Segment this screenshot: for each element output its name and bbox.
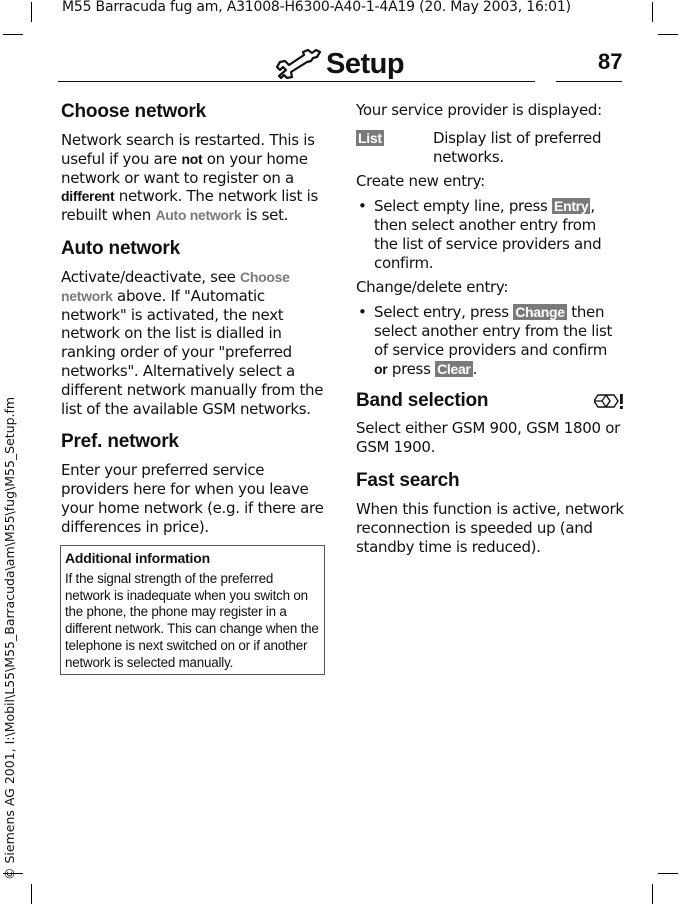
info-box-body: If the signal strength of the preferred network is inadequate when you switch on the phone, the phone may register in a different network. This can change when the telephone is next switched on or if another network is selected manually. xyxy=(65,570,319,670)
page-header xyxy=(276,44,404,84)
menu-ref-auto-network: Auto network xyxy=(155,207,242,224)
wrench-icon xyxy=(276,49,322,79)
document-meta-line: M55 Barracuda fug am, A31008-H6300-A40-1-4A19 (20. May 2003, 16:01) xyxy=(62,0,571,15)
choose-network-text: Network search is restarted. This is useful if you are not on your home network or want to register on a different network. The network list is rebuilt when Auto network is set. xyxy=(61,131,318,225)
emphasis-not: not xyxy=(181,150,203,167)
header-rule-right xyxy=(556,81,622,82)
copyright-sidebar: © Siemens AG 2001, I:\Mobil\L55\M55_Barracuda\am\M55\fug\M55_Setup.fm xyxy=(2,396,17,880)
provider-intro: Your service provider is displayed: xyxy=(356,101,602,119)
band-selection-text: Select either GSM 900, GSM 1800 or GSM 1900. xyxy=(356,419,620,457)
list-key-row xyxy=(356,129,624,167)
right-column xyxy=(356,101,624,556)
pref-network-text: Enter your preferred service providers here for when you leave your home network (e.g. if there are differences in price). xyxy=(61,461,324,536)
heading-band-selection: Band selection xyxy=(356,390,489,412)
page-title: Setup xyxy=(326,47,405,80)
auto-network-text: Activate/deactivate, see Choose network above. If "Automatic network" is activated, the next network on the list is dialled in ranking order of your "preferred networks". Alternatively select a different network manually from the list of the available GSM networks. xyxy=(61,267,324,418)
crop-mark-bottom-right-h xyxy=(658,873,678,874)
change-softkey: Change xyxy=(515,304,565,321)
left-column xyxy=(61,101,329,537)
entry-softkey: Entry xyxy=(554,198,589,215)
additional-info-box xyxy=(60,545,325,675)
change-entry-label: Change/delete entry: xyxy=(356,278,509,297)
list-key-description: Display list of preferred networks. xyxy=(433,128,602,166)
info-box-title: Additional information xyxy=(65,550,210,566)
clear-softkey: Clear xyxy=(437,360,471,377)
crop-mark-top-right-v xyxy=(652,2,653,22)
header-rule-left xyxy=(58,81,535,82)
emphasis-or: or xyxy=(374,360,388,377)
create-entry-label: Create new entry: xyxy=(356,172,485,191)
crop-mark-bottom-left-v xyxy=(31,884,32,904)
crop-mark-top-left-h xyxy=(3,34,23,35)
change-entry-step: • Select entry, press Change then select another entry from the list of service providers and confirm or press Clear . xyxy=(356,303,624,378)
heading-pref-network: Pref. network xyxy=(61,431,179,453)
fast-search-text: When this function is active, network reconnection is speeded up (and standby time is reduced). xyxy=(356,499,624,556)
crop-mark-top-left-v xyxy=(31,2,32,22)
menu-ref-choose-network: Choose network xyxy=(61,268,290,304)
heading-fast-search: Fast search xyxy=(356,469,460,491)
band-selection-heading-row xyxy=(356,390,624,412)
emphasis-different: different xyxy=(61,188,115,205)
page-number: 87 xyxy=(598,49,623,74)
crop-mark-top-right-h xyxy=(658,34,678,35)
create-entry-step: • Select empty line, press Entry , then select another entry from the list of service providers and confirm. xyxy=(356,197,624,272)
heading-choose-network: Choose network xyxy=(61,101,206,122)
network-provider-dependent-icon xyxy=(594,391,624,411)
crop-mark-bottom-right-v xyxy=(652,884,653,904)
heading-auto-network: Auto network xyxy=(61,237,180,259)
list-softkey: List xyxy=(358,129,382,146)
